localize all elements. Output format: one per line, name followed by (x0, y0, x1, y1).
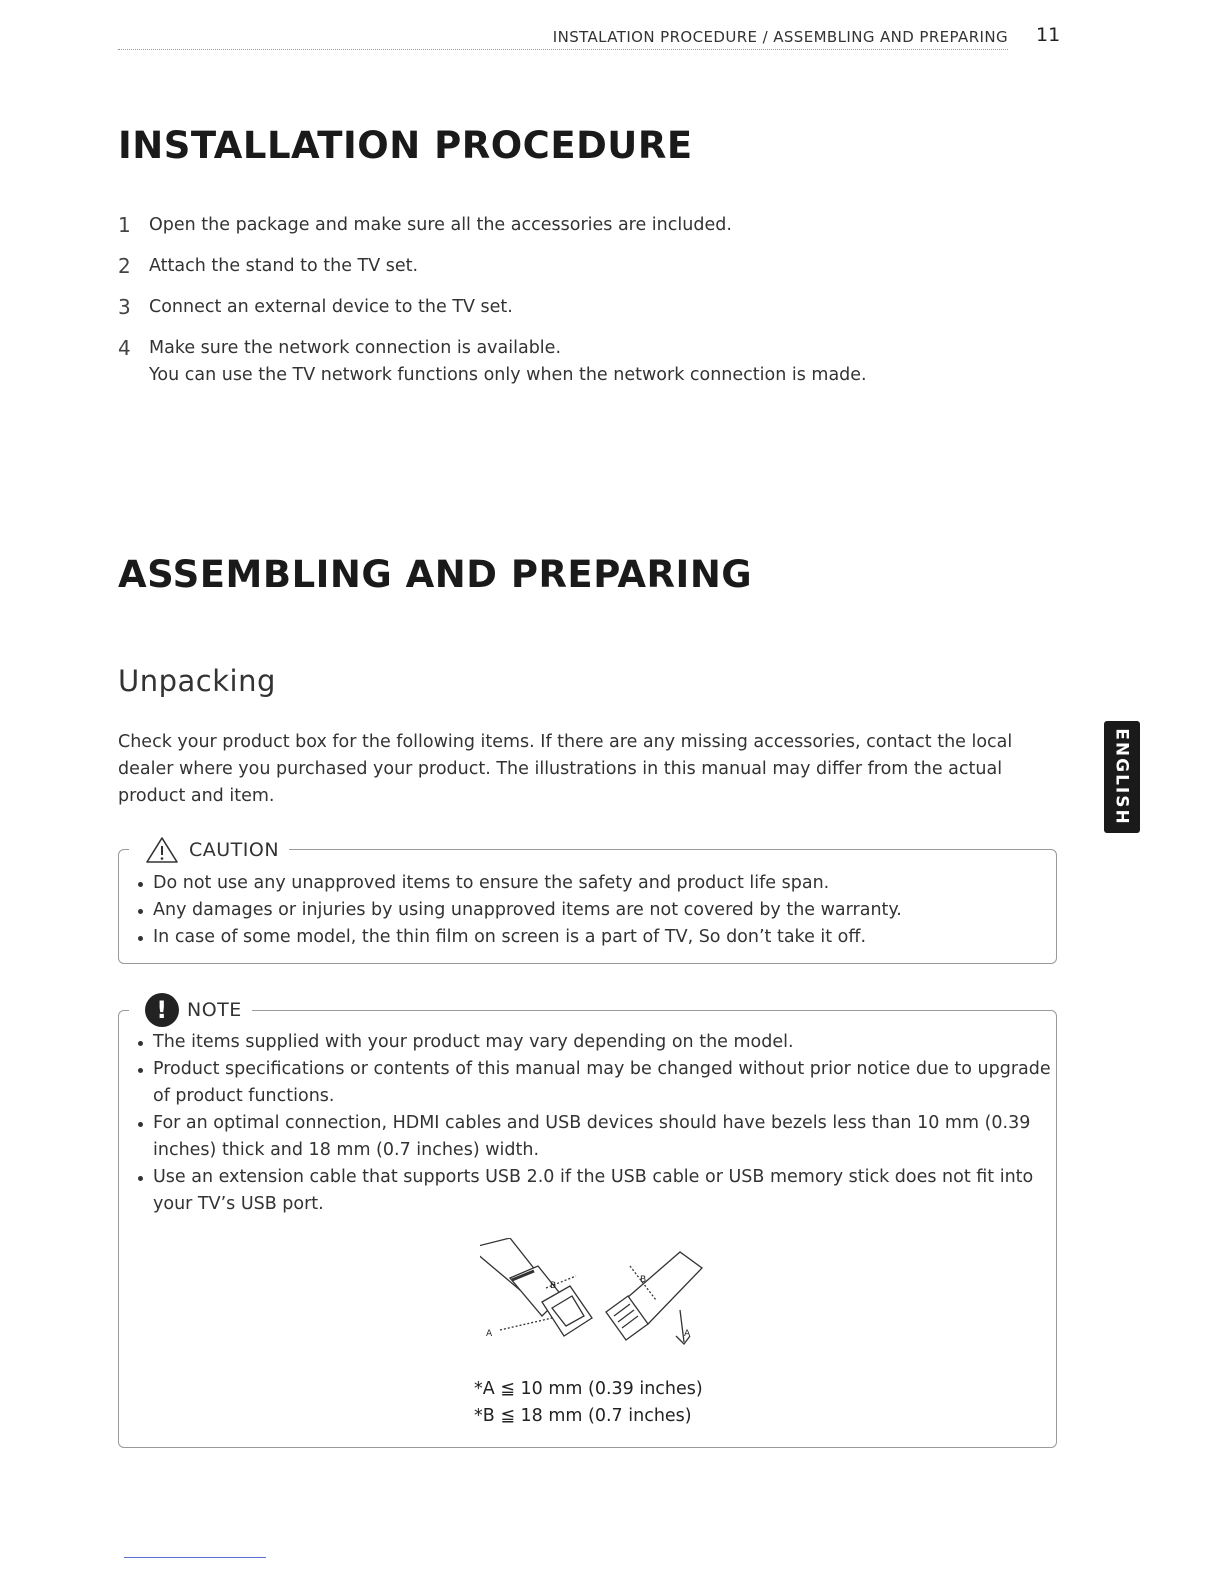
step-text: Attach the stand to the TV set. (149, 256, 419, 276)
installation-steps (118, 212, 1038, 403)
step-number: 1 (118, 213, 131, 237)
caution-list (119, 850, 1056, 951)
running-header: INSTALATION PROCEDURE / ASSEMBLING AND PREPARING (552, 28, 1008, 46)
dimension-label-b: B (640, 1275, 647, 1285)
list-item: Product specifications or contents of this manual may be changed without prior notice due to upgrade of product functions. (119, 1056, 1056, 1110)
note-label: NOTE (187, 999, 242, 1021)
page-number: 11 (1036, 24, 1061, 46)
list-item: In case of some model, the thin film on screen is a part of TV, So don’t take it off. (119, 924, 1056, 951)
step-3 (118, 294, 1038, 321)
caption-b: *B ≦ 18 mm (0.7 inches) (474, 1406, 692, 1426)
warning-triangle-icon (145, 836, 179, 864)
installation-title: INSTALLATION PROCEDURE (118, 124, 693, 167)
hdmi-connector-drawing (480, 1238, 592, 1336)
connector-illustration (480, 1238, 730, 1354)
note-heading (129, 993, 252, 1027)
caution-heading (129, 836, 289, 864)
dimension-label-a: A (486, 1329, 493, 1339)
step-number: 4 (118, 336, 131, 360)
language-label: ENGLISH (1112, 728, 1132, 826)
header-rule (118, 49, 1008, 50)
step-4 (118, 335, 1038, 389)
language-side-tab (1104, 721, 1140, 833)
list-item: Do not use any unapproved items to ensure the safety and product life span. (119, 870, 1056, 897)
step-note: You can use the TV network functions only when the network connection is made. (149, 365, 867, 385)
step-number: 3 (118, 295, 131, 319)
list-item: Use an extension cable that supports USB 2.0 if the USB cable or USB memory stick does not fit into your TV’s USB port. (119, 1164, 1056, 1218)
step-text: Connect an external device to the TV set. (149, 297, 513, 317)
unpacking-intro: Check your product box for the following items. If there are any missing accessories, contact the local dealer where you purchased your product. The illustrations in this manual may differ from the actual product and item. (118, 732, 1013, 806)
dimension-label-a: A (684, 1329, 691, 1339)
list-item: Any damages or injuries by using unapproved items are not covered by the warranty. (119, 897, 1056, 924)
assembling-title: ASSEMBLING AND PREPARING (118, 553, 753, 596)
list-item: For an optimal connection, HDMI cables and USB devices should have bezels less than 10 mm (0.39 inches) thick and 18 mm (0.7 inches) width. (119, 1110, 1056, 1164)
step-text: Make sure the network connection is available. (149, 338, 562, 358)
unpacking-subtitle: Unpacking (118, 664, 276, 698)
illustration-captions (474, 1376, 703, 1430)
caution-box (118, 839, 1057, 964)
caption-a: *A ≦ 10 mm (0.39 inches) (474, 1379, 703, 1399)
step-2 (118, 253, 1038, 280)
note-list (119, 1011, 1056, 1218)
step-number: 2 (118, 254, 131, 278)
exclamation-circle-icon: ! (145, 993, 179, 1027)
caution-label: CAUTION (189, 839, 280, 861)
step-text: Open the package and make sure all the accessories are included. (149, 215, 732, 235)
footer-rule (124, 1557, 266, 1558)
dimension-label-b: B (550, 1281, 557, 1291)
list-item: The items supplied with your product may vary depending on the model. (119, 1029, 1056, 1056)
step-1 (118, 212, 1038, 239)
